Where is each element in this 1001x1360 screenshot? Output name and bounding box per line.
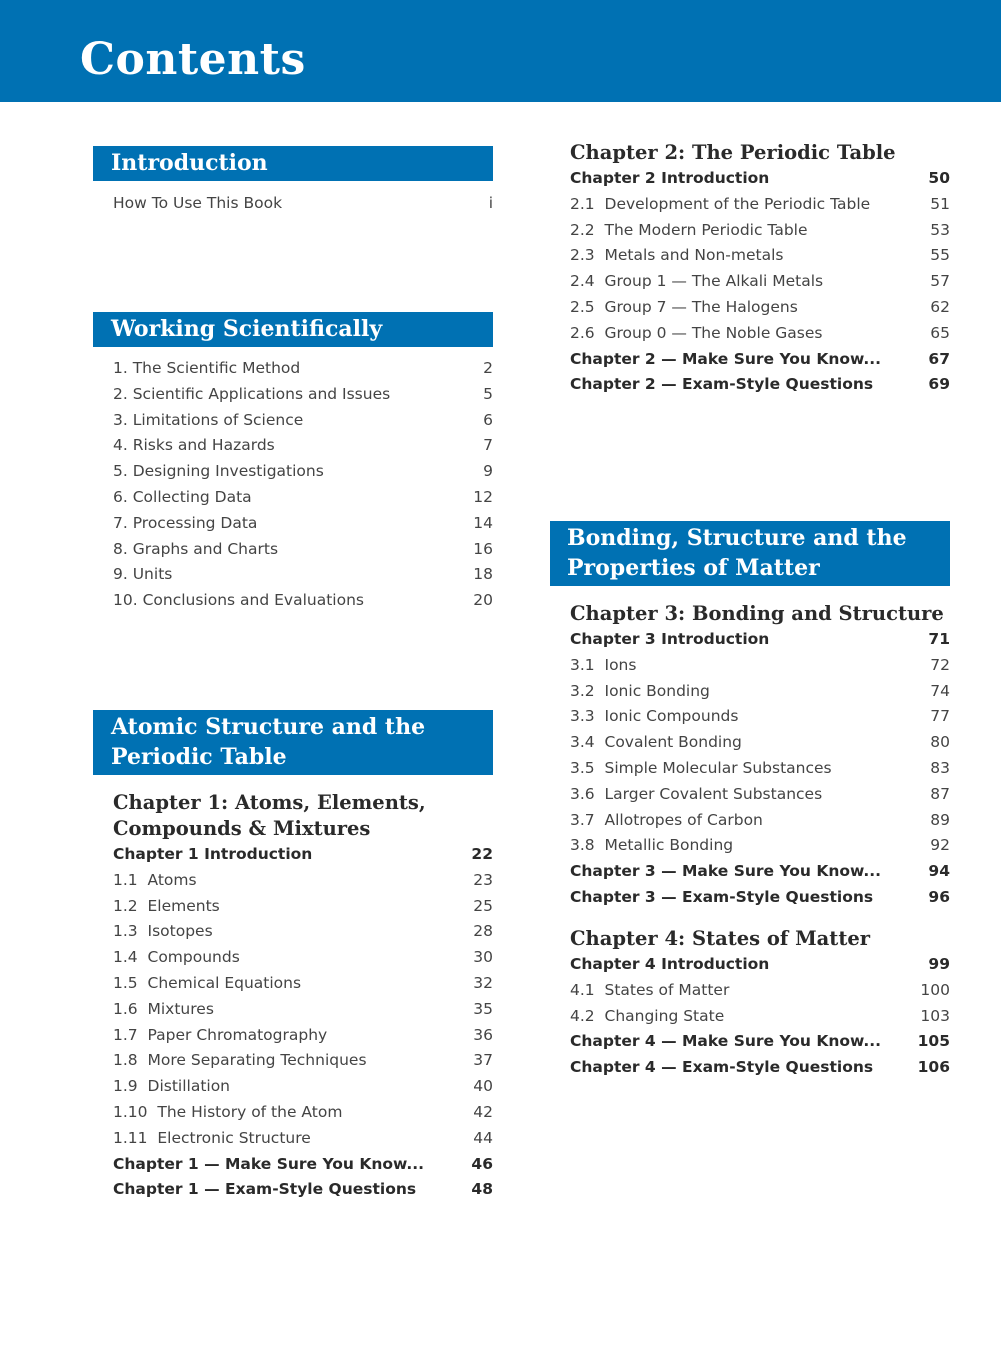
toc-entry[interactable]	[113, 485, 493, 511]
toc-entry-title: Chapter 3 — Make Sure You Know...	[570, 862, 882, 881]
toc-entry[interactable]	[113, 511, 493, 537]
toc-entry[interactable]	[113, 562, 493, 588]
toc-entry[interactable]	[113, 408, 493, 434]
toc-entry-page: 18	[473, 565, 493, 584]
toc-entry-title: 4.1 States of Matter	[570, 980, 730, 999]
toc-entry[interactable]	[570, 859, 950, 885]
toc-entry-page: 105	[917, 1032, 950, 1051]
toc-entry[interactable]	[570, 1004, 950, 1030]
toc-entry-title: 3.3 Ionic Compounds	[570, 707, 739, 726]
chapter-heading: Chapter 3: Bonding and Structure	[570, 602, 944, 625]
toc-entry-page: 92	[930, 836, 950, 855]
toc-entry-page: 69	[928, 375, 950, 394]
toc-entry-title: Chapter 2 — Exam-Style Questions	[570, 375, 874, 394]
toc-entry[interactable]	[113, 945, 493, 971]
toc-entry-page: 57	[930, 272, 950, 291]
toc-entry-page: i	[488, 194, 493, 212]
toc-entry-title: 1.8 More Separating Techniques	[113, 1051, 367, 1070]
toc-entry[interactable]	[570, 808, 950, 834]
toc-entry-title: 5. Designing Investigations	[113, 462, 324, 481]
toc-entry-page: 62	[930, 297, 950, 316]
toc-entry-page: 80	[930, 733, 950, 752]
toc-entry[interactable]	[113, 191, 493, 217]
toc-list	[570, 166, 950, 398]
toc-entry[interactable]	[113, 971, 493, 997]
toc-entry[interactable]	[570, 782, 950, 808]
toc-entry-page: 96	[928, 887, 950, 906]
toc-entry-page: 83	[930, 758, 950, 777]
toc-entry-title: 9. Units	[113, 565, 173, 584]
toc-entry-title: 1.1 Atoms	[113, 870, 197, 889]
toc-entry-title: 2.2 The Modern Periodic Table	[570, 220, 808, 239]
toc-entry[interactable]	[113, 1074, 493, 1100]
toc-entry-title: 4.2 Changing State	[570, 1006, 725, 1025]
toc-entry-title: Chapter 1 Introduction	[113, 845, 313, 863]
toc-entry-title: 2.1 Development of the Periodic Table	[570, 194, 871, 213]
toc-entry[interactable]	[113, 1100, 493, 1126]
toc-entry-page: 72	[930, 655, 950, 674]
toc-entry-title: 3.1 Ions	[570, 655, 637, 674]
toc-entry[interactable]	[570, 653, 950, 679]
toc-entry-title: Chapter 2 — Make Sure You Know...	[570, 349, 882, 368]
toc-entry-title: 8. Graphs and Charts	[113, 539, 279, 558]
toc-entry[interactable]	[570, 347, 950, 373]
toc-entry-title: 2. Scientific Applications and Issues	[113, 384, 391, 403]
toc-list	[93, 191, 493, 217]
toc-entry[interactable]	[570, 833, 950, 859]
section-title-working-scientifically: Working Scientifically	[93, 312, 493, 347]
toc-entry-page: 7	[483, 436, 493, 455]
toc-entry-title: 1.9 Distillation	[113, 1077, 231, 1096]
toc-entry-page: 2	[483, 359, 493, 377]
toc-entry[interactable]	[570, 627, 950, 653]
toc-entry[interactable]	[113, 1048, 493, 1074]
toc-entry[interactable]	[570, 756, 950, 782]
toc-entry-page: 20	[473, 591, 493, 610]
toc-entry[interactable]	[570, 1029, 950, 1055]
section-title-bonding	[550, 521, 950, 586]
toc-entry[interactable]	[113, 919, 493, 945]
toc-entry[interactable]	[570, 952, 950, 978]
toc-entry[interactable]	[570, 166, 950, 192]
toc-entry-title: Chapter 4 — Make Sure You Know...	[570, 1032, 882, 1051]
toc-entry[interactable]	[570, 730, 950, 756]
toc-entry[interactable]	[570, 1055, 950, 1081]
toc-entry-page: 46	[471, 1154, 493, 1173]
chapter-4	[570, 926, 950, 1081]
toc-entry[interactable]	[570, 372, 950, 398]
toc-entry-title: 3. Limitations of Science	[113, 410, 304, 429]
chapter-2	[570, 140, 950, 398]
section-working-scientifically	[93, 312, 493, 614]
toc-entry-title: 1.5 Chemical Equations	[113, 973, 302, 992]
toc-entry-title: Chapter 4 Introduction	[570, 955, 770, 973]
toc-entry-title: Chapter 1 — Make Sure You Know...	[113, 1154, 425, 1173]
toc-entry-page: 71	[928, 630, 950, 648]
toc-entry-page: 48	[471, 1180, 493, 1199]
toc-entry-title: Chapter 1 — Exam-Style Questions	[113, 1180, 417, 1199]
section-title-line: Atomic Structure and the	[111, 714, 426, 740]
section-title-line: Periodic Table	[111, 744, 287, 770]
toc-entry-page: 6	[483, 410, 493, 429]
toc-entry-title: 7. Processing Data	[113, 513, 258, 532]
section-title-introduction: Introduction	[93, 146, 493, 181]
toc-entry[interactable]	[113, 997, 493, 1023]
toc-entry-title: 3.7 Allotropes of Carbon	[570, 810, 763, 829]
chapter-3	[570, 601, 950, 911]
toc-entry-page: 53	[930, 220, 950, 239]
toc-entry-title: 1.6 Mixtures	[113, 999, 214, 1018]
toc-entry[interactable]	[570, 321, 950, 347]
toc-entry-title: 2.6 Group 0 — The Noble Gases	[570, 323, 823, 342]
toc-entry-page: 12	[473, 487, 493, 506]
toc-entry[interactable]	[113, 588, 493, 614]
toc-entry-title: 2.5 Group 7 — The Halogens	[570, 297, 798, 316]
toc-entry[interactable]	[570, 885, 950, 911]
toc-entry[interactable]	[113, 459, 493, 485]
toc-entry-title: 10. Conclusions and Evaluations	[113, 591, 364, 610]
toc-entry-title: 3.4 Covalent Bonding	[570, 733, 742, 752]
toc-entry-page: 100	[920, 980, 950, 999]
toc-entry[interactable]	[113, 537, 493, 563]
toc-entry[interactable]	[570, 978, 950, 1004]
toc-entry-page: 30	[473, 948, 493, 967]
toc-list	[93, 356, 493, 614]
toc-entry-page: 42	[473, 1102, 493, 1121]
toc-entry[interactable]	[113, 382, 493, 408]
toc-entry-title: 4. Risks and Hazards	[113, 436, 275, 455]
toc-list	[93, 842, 493, 1203]
chapter-heading: Compounds & Mixtures	[113, 817, 371, 840]
toc-entry-page: 23	[473, 870, 493, 889]
toc-entry[interactable]	[570, 192, 950, 218]
page-title: Contents	[80, 34, 306, 85]
toc-entry[interactable]	[113, 356, 493, 382]
section-introduction	[93, 146, 493, 217]
toc-entry[interactable]	[113, 842, 493, 868]
toc-entry-page: 35	[473, 999, 493, 1018]
toc-entry[interactable]	[570, 269, 950, 295]
toc-entry[interactable]	[113, 868, 493, 894]
toc-entry-title: Chapter 2 Introduction	[570, 169, 770, 187]
chapter-heading: Chapter 4: States of Matter	[570, 927, 871, 950]
section-title-atomic-structure	[93, 710, 493, 775]
chapter-1	[93, 790, 493, 1203]
toc-entry[interactable]	[570, 679, 950, 705]
toc-entry-page: 99	[928, 955, 950, 973]
toc-entry-page: 50	[928, 169, 950, 187]
toc-entry-title: 1.2 Elements	[113, 896, 220, 915]
toc-entry-title: Chapter 3 Introduction	[570, 630, 770, 648]
toc-entry[interactable]	[570, 704, 950, 730]
toc-entry-page: 51	[930, 194, 950, 213]
toc-entry-title: Chapter 3 — Exam-Style Questions	[570, 887, 874, 906]
chapter-heading: Chapter 2: The Periodic Table	[570, 141, 896, 164]
toc-entry[interactable]	[113, 433, 493, 459]
toc-entry-page: 37	[473, 1051, 493, 1070]
chapter-heading: Chapter 1: Atoms, Elements,	[113, 791, 426, 814]
toc-entry-page: 5	[483, 384, 493, 403]
toc-entry-page: 103	[920, 1006, 950, 1025]
section-atomic-structure	[93, 710, 493, 1203]
toc-list	[570, 627, 950, 911]
header-banner	[0, 0, 1001, 102]
toc-entry-title: 1. The Scientific Method	[113, 359, 301, 377]
toc-entry-page: 87	[930, 784, 950, 803]
toc-entry-title: 2.4 Group 1 — The Alkali Metals	[570, 272, 824, 291]
toc-entry-title: 1.7 Paper Chromatography	[113, 1025, 328, 1044]
section-bonding	[550, 521, 950, 586]
toc-entry[interactable]	[113, 1023, 493, 1049]
toc-entry-page: 9	[483, 462, 493, 481]
toc-entry-page: 106	[917, 1058, 950, 1077]
toc-entry-page: 89	[930, 810, 950, 829]
toc-entry-page: 14	[473, 513, 493, 532]
toc-entry-title: 1.11 Electronic Structure	[113, 1128, 311, 1147]
toc-entry[interactable]	[113, 1177, 493, 1203]
toc-entry-page: 32	[473, 973, 493, 992]
toc-entry[interactable]	[570, 295, 950, 321]
section-title-line: Properties of Matter	[567, 555, 820, 581]
toc-entry-title: 3.5 Simple Molecular Substances	[570, 758, 832, 777]
toc-entry-page: 40	[473, 1077, 493, 1096]
toc-entry-page: 55	[930, 246, 950, 265]
toc-entry-page: 28	[473, 922, 493, 941]
toc-entry-title: 6. Collecting Data	[113, 487, 252, 506]
section-title-line: Bonding, Structure and the	[567, 525, 907, 551]
toc-entry[interactable]	[113, 1126, 493, 1152]
toc-list	[570, 952, 950, 1081]
toc-entry-title: 1.10 The History of the Atom	[113, 1102, 343, 1121]
toc-entry-title: How To Use This Book	[113, 194, 283, 212]
toc-entry-page: 36	[473, 1025, 493, 1044]
toc-entry-page: 94	[928, 862, 950, 881]
toc-entry-page: 74	[930, 681, 950, 700]
toc-entry-page: 77	[930, 707, 950, 726]
toc-entry-page: 25	[473, 896, 493, 915]
toc-entry-page: 22	[471, 845, 493, 863]
toc-entry[interactable]	[113, 1152, 493, 1178]
toc-entry-title: 3.8 Metallic Bonding	[570, 836, 734, 855]
toc-entry[interactable]	[570, 218, 950, 244]
toc-entry-page: 67	[928, 349, 950, 368]
toc-entry-title: 3.2 Ionic Bonding	[570, 681, 710, 700]
toc-entry-page: 44	[473, 1128, 493, 1147]
toc-entry[interactable]	[113, 894, 493, 920]
toc-entry-page: 16	[473, 539, 493, 558]
toc-entry[interactable]	[570, 243, 950, 269]
toc-entry-title: 1.3 Isotopes	[113, 922, 213, 941]
toc-entry-title: 1.4 Compounds	[113, 948, 240, 967]
toc-entry-page: 65	[930, 323, 950, 342]
toc-entry-title: Chapter 4 — Exam-Style Questions	[570, 1058, 874, 1077]
toc-entry-title: 2.3 Metals and Non-metals	[570, 246, 784, 265]
toc-entry-title: 3.6 Larger Covalent Substances	[570, 784, 823, 803]
